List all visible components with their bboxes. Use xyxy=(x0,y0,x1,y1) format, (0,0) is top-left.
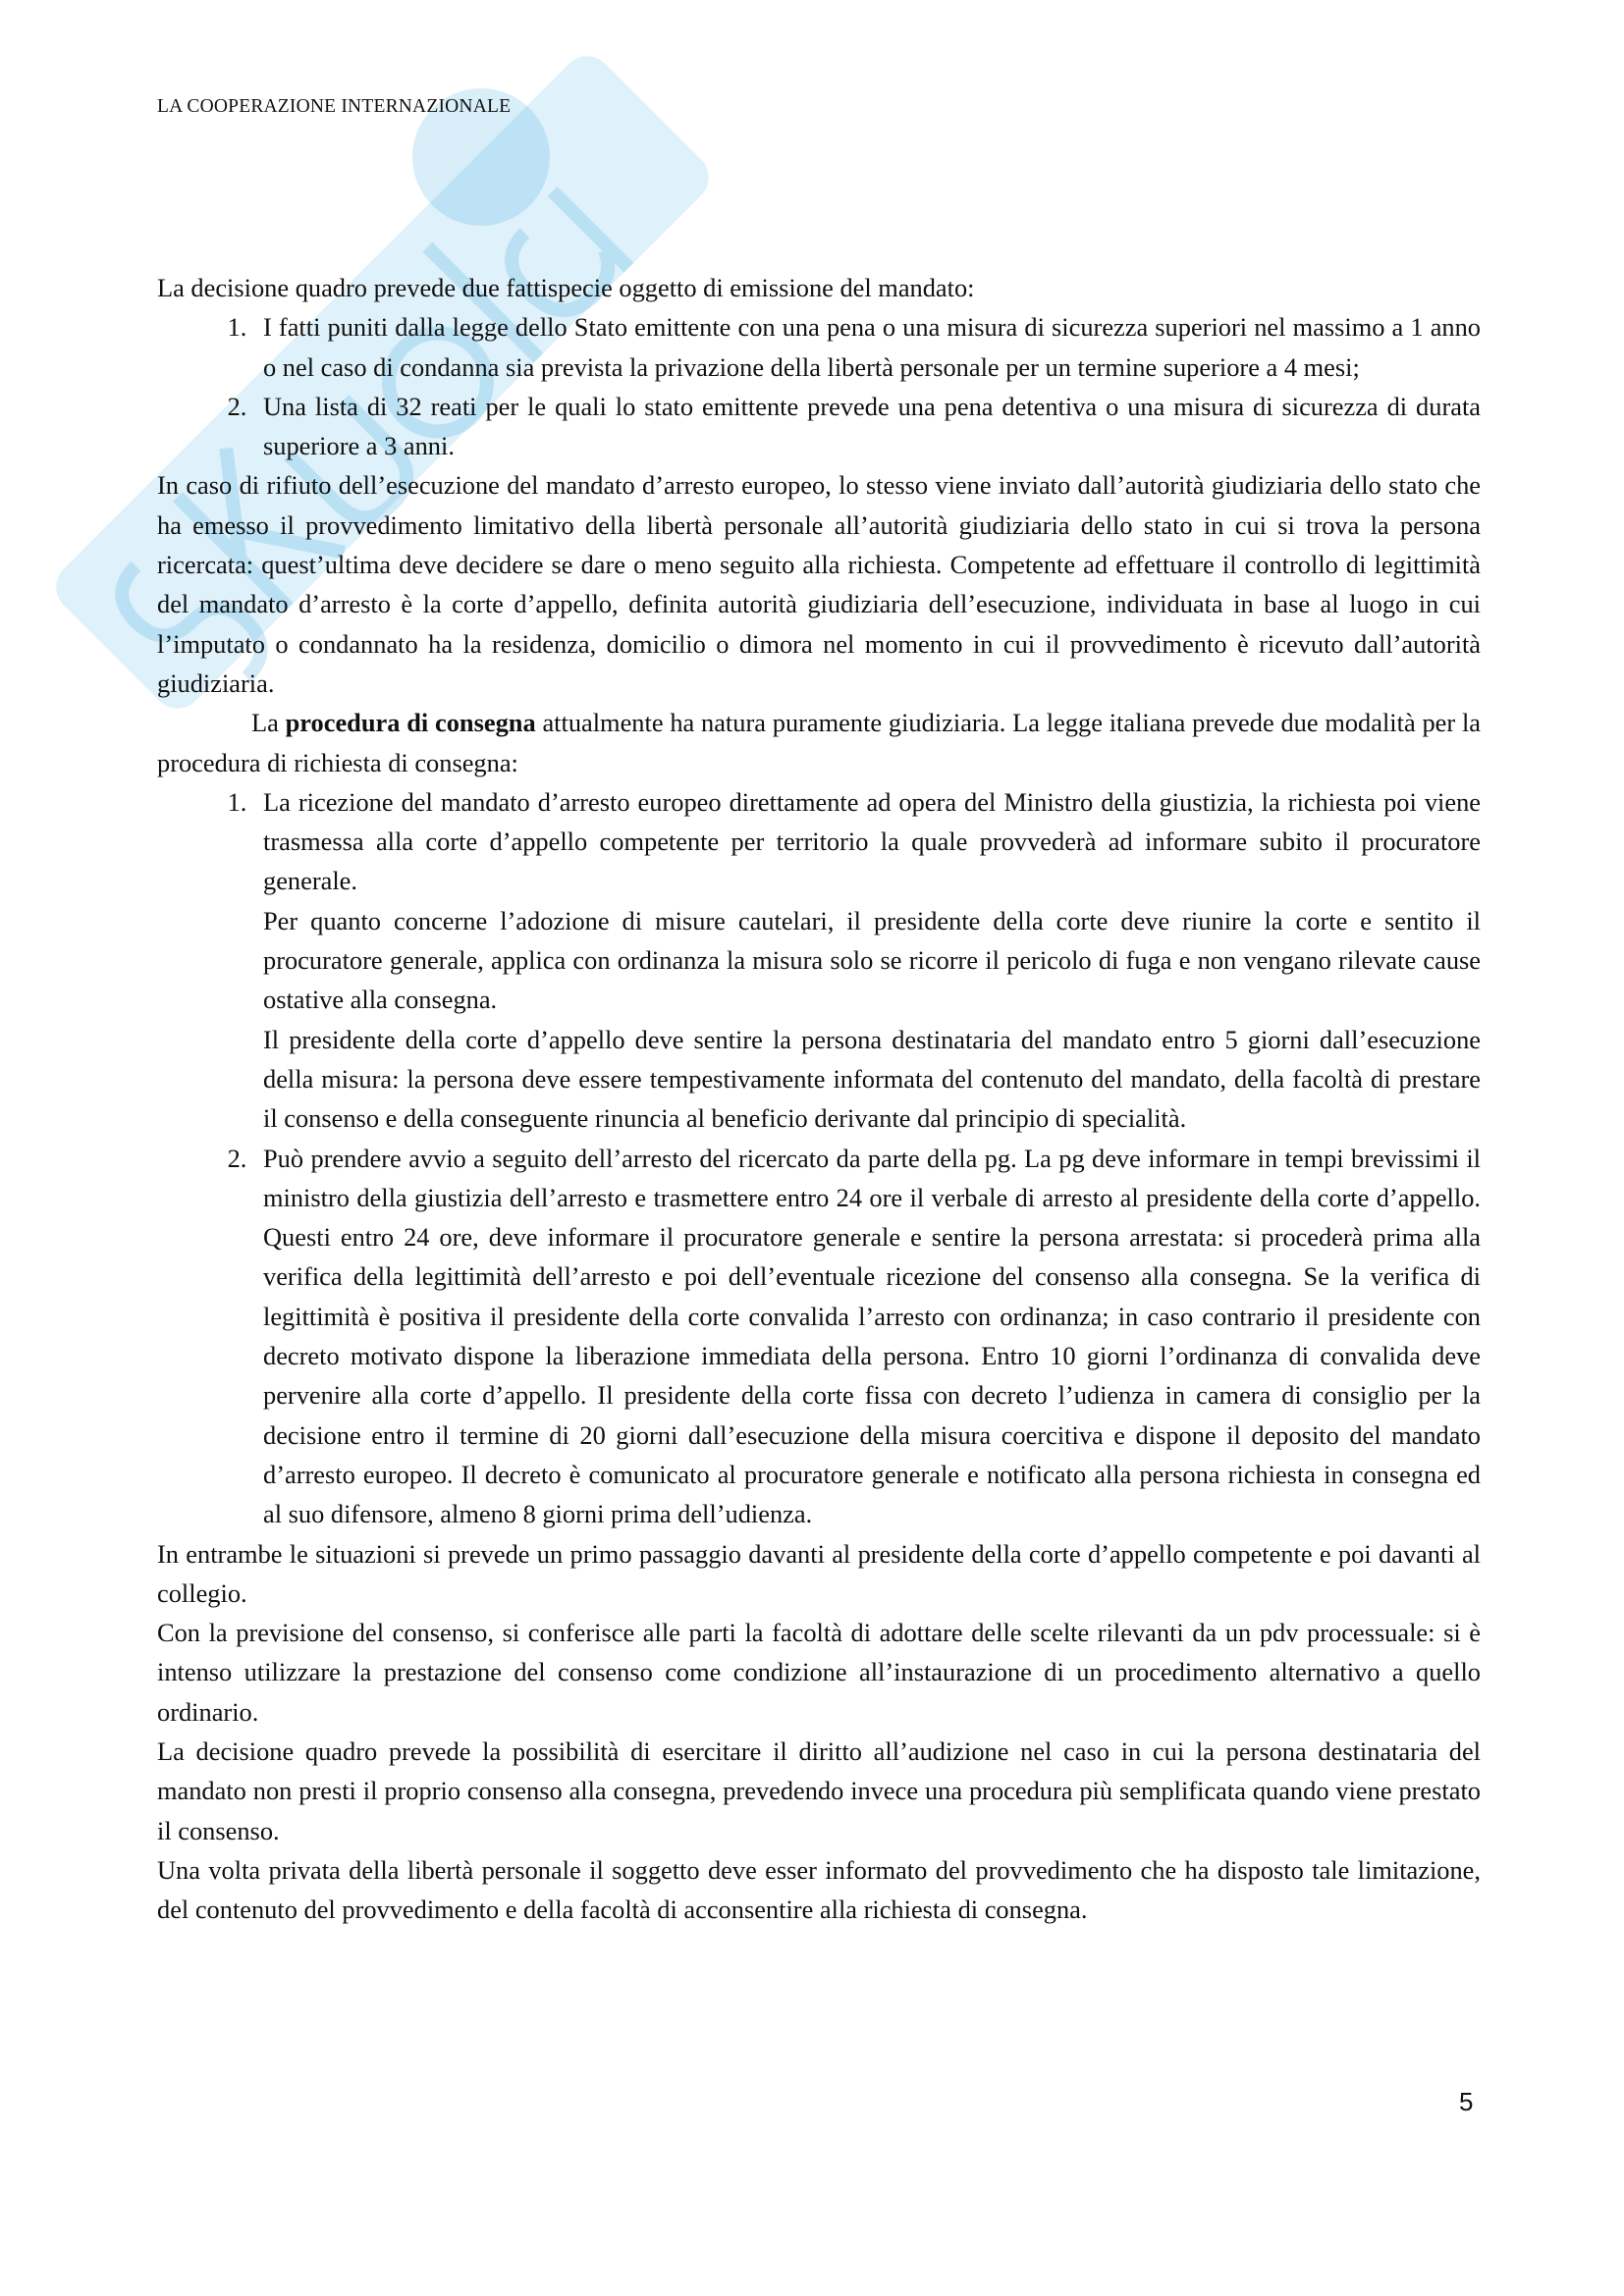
running-header: LA COOPERAZIONE INTERNAZIONALE xyxy=(157,96,512,117)
paragraph-audizione: La decisione quadro prevede la possibilità di esercitare il diritto all’audizione nel caso in cui la persona destinataria del mandato non presti il proprio consenso alla consegna, prevedendo invece una procedura più semplificata quando viene prestato il consenso. xyxy=(157,1735,1481,1845)
page-body xyxy=(157,268,1481,1929)
paragraph-consenso: Con la previsione del consenso, si conferisce alle parti la facoltà di adottare delle scelte rilevanti da un pdv processuale: si è intenso utilizzare la prestazione del consenso come condizione all’instaurazione di un procedimento alternativo a quello ordinario. xyxy=(157,1618,1481,1727)
list-item xyxy=(253,1139,1481,1534)
modalita-list xyxy=(157,782,1481,1534)
intro-paragraph: La decisione quadro prevede due fattispecie oggetto di emissione del mandato: xyxy=(157,273,975,302)
list-item-text: 2. Può prendere avvio a seguito dell’arresto del ricercato da parte della pg. La pg deve informare in tempi brevissimi il ministro della giustizia dell’arresto e trasmettere entro 24 ore il verbale di arresto al presidente della corte d’appello. Questi entro 24 ore, deve informare il procuratore generale e sentire la persona arrestata: si procederà prima alla verifica della legittimità dell’arresto e poi dell’eventuale ricezione del consenso alla consegna. Se la verifica di legittimità è positiva il presidente della corte convalida l’arresto con ordinanza; in caso contrario il presidente con decreto motivato dispone la liberazione immediata della persona. Entro 10 giorni l’ordinanza di convalida deve pervenire alla corte d’appello. Il presidente della corte fissa con decreto l’udienza in camera di consiglio per la decisione entro il termine di 20 giorni dall’esecuzione della misura coercitiva e dispone il deposito del mandato d’arresto europeo. Il decreto è comunicato al procuratore generale e notificato alla persona richiesta in consegna ed al suo difensore, almeno 8 giorni prima dell’udienza. xyxy=(263,1143,1481,1529)
paragraph-rifiuto: In caso di rifiuto dell’esecuzione del mandato d’arresto europeo, lo stesso viene inviato dall’autorità giudiziaria dello stato che ha emesso il provvedimento limitativo della libertà personale all’autorità giudiziaria dello stato in cui si trova la persona ricercata: quest’ultima deve decidere se dare o meno seguito alla richiesta. Competente ad effettuare il controllo di legittimità del mandato d’arresto è la corte d’appello, definita autorità giudiziaria dell’esecuzione, individuata in base al luogo in cui l’imputato o condannato ha la residenza, domicilio o dimora nel momento in cui il provvedimento è ricevuto dall’autorità giudiziaria. xyxy=(157,470,1481,698)
page-number: 5 xyxy=(1459,2087,1474,2116)
text-fragment: attualmente ha natura puramente giudiziaria. La legge italiana prevede due modalità per la procedura di richiesta di consegna: xyxy=(157,708,1481,777)
list-item-text: Il presidente della corte d’appello deve sentire la persona destinataria del mandato entro 5 giorni dall’esecuzione della misura: la persona deve essere tempestivamente informata del contenuto del mandato, della facoltà di prestare il consenso e della conseguente rinuncia al beneficio derivante dal principio di specialità. xyxy=(263,1024,1481,1134)
text-fragment: La xyxy=(251,708,286,738)
list-item xyxy=(253,387,1481,466)
list-item-text: Per quanto concerne l’adozione di misure cautelari, il presidente della corte deve riunire la corte e sentito il procuratore generale, applica con ordinanza la misura solo se ricorre il pericolo di fuga e non vengano rilevate cause ostative alla consegna. xyxy=(263,905,1481,1015)
list-item-text: 1. I fatti puniti dalla legge dello Stato emittente con una pena o una misura di sicurezza superiori nel massimo a 1 anno o nel caso di condanna sia prevista la privazione della libertà personale per un termine superiore a 4 mesi; xyxy=(263,312,1481,382)
list-item xyxy=(253,782,1481,1139)
list-item xyxy=(253,307,1481,387)
paragraph-privata: Una volta privata della libertà personale il soggetto deve esser informato del provvedimento che ha disposto tale limitazione, del contenuto del provvedimento e della facoltà di acconsentire alla richiesta di consegna. xyxy=(157,1854,1481,1925)
paragraph-procedura xyxy=(157,703,1481,782)
list-item-text: 1. La ricezione del mandato d’arresto europeo direttamente ad opera del Ministro della giustizia, la richiesta poi viene trasmessa alla corte d’appello competente per territorio la quale provvederà ad informare subito il procuratore generale. xyxy=(263,786,1481,896)
list-item-text: 2. Una lista di 32 reati per le quali lo stato emittente prevede una pena detentiva o una misura di sicurezza di durata superiore a 3 anni. xyxy=(263,391,1481,461)
paragraph-entrambe: In entrambe le situazioni si prevede un primo passaggio davanti al presidente della corte d’appello competente e poi davanti al collegio. xyxy=(157,1538,1481,1608)
fattispecie-list xyxy=(157,307,1481,465)
bold-term: procedura di consegna xyxy=(285,708,536,738)
